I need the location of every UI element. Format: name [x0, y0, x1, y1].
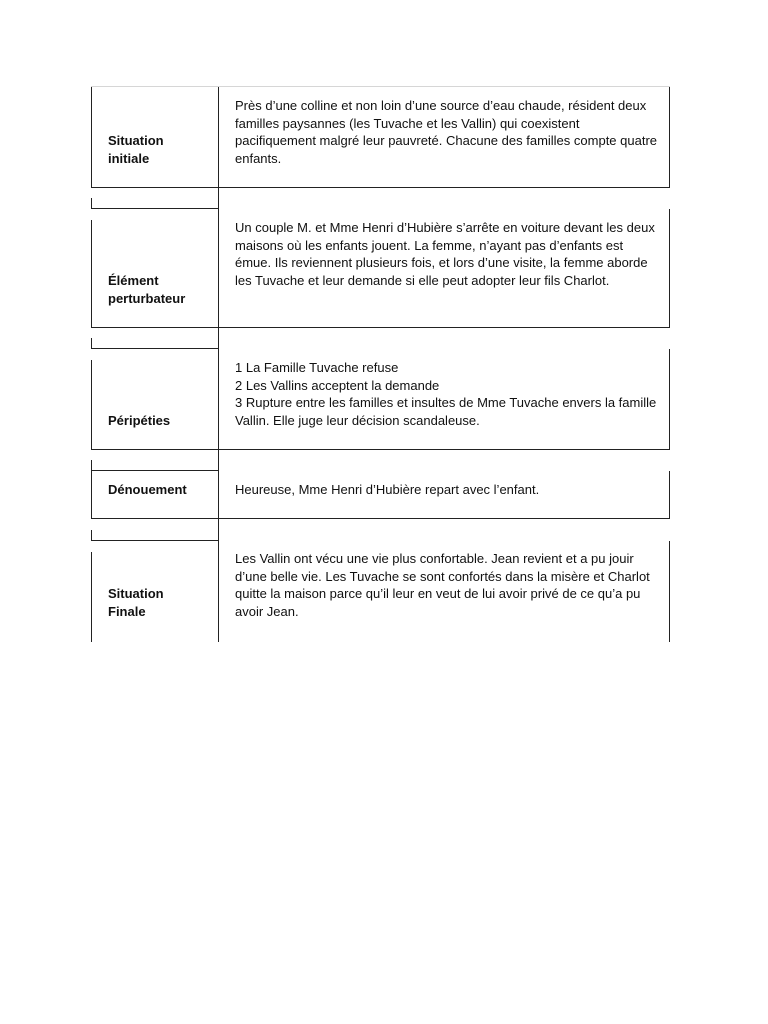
content-line: 3 Rupture entre les familles et insultes de Mme Tuvache envers la famille Vallin. Elle juge leur décision scandaleuse.: [235, 395, 657, 428]
row1-right-border: [669, 87, 670, 188]
row1-divider: [218, 87, 219, 188]
spacer4-right: [218, 519, 219, 541]
content-line: 1 La Famille Tuvache refuse: [235, 360, 399, 375]
row-content-peripeties: [235, 359, 657, 429]
label-line: Dénouement: [108, 482, 187, 497]
row4-right-border: [669, 471, 670, 519]
row-label-peripeties: [108, 412, 213, 430]
row-label-situation-initiale: [108, 132, 213, 167]
row3-left-border: [91, 360, 92, 450]
content-line: 2 Les Vallins acceptent la demande: [235, 377, 440, 393]
row5-left-border: [91, 552, 92, 642]
row3-divider: [218, 349, 219, 450]
row2-right-border: [669, 209, 670, 328]
spacer2-bottom: [91, 348, 219, 349]
spacer3-right: [218, 450, 219, 471]
label-line: Situation: [108, 133, 164, 148]
row4-divider: [218, 471, 219, 519]
row2-left-border: [91, 220, 92, 328]
spacer3-bottom: [91, 470, 219, 471]
row3-right-border: [669, 349, 670, 450]
label-line: Finale: [108, 603, 146, 619]
table-top-rule: [91, 86, 670, 87]
row4-left-border: [91, 471, 92, 519]
label-line: initiale: [108, 150, 150, 166]
row1-bottom-border: [91, 187, 670, 188]
row2-bottom-border: [91, 327, 670, 328]
spacer2-right: [218, 328, 219, 349]
spacer4-bottom: [91, 540, 219, 541]
row5-right-border: [669, 541, 670, 642]
row-label-element-perturbateur: [108, 272, 213, 307]
spacer1-bottom: [91, 208, 219, 209]
row-content-situation-initiale: [235, 97, 657, 167]
row2-divider: [218, 209, 219, 328]
row4-bottom-border: [91, 518, 670, 519]
label-line: Situation: [108, 586, 164, 601]
content-paragraph: Heureuse, Mme Henri d’Hubière repart avec l’enfant.: [235, 482, 540, 497]
spacer1-right: [218, 188, 219, 209]
row-content-denouement: [235, 481, 657, 499]
label-line: perturbateur: [108, 290, 186, 306]
row1-left-border: [91, 87, 92, 188]
content-paragraph: Un couple M. et Mme Henri d’Hubière s’arrête en voiture devant les deux maisons où les enfants jouent. La femme, n’ayant pas d’enfants est émue. Ils reviennent plusieurs fois, et lors d’une visite, la femme aborde les Tuvache et leur demande si elle peut adopter leur fils Charlot.: [235, 220, 655, 288]
content-paragraph: Près d’une colline et non loin d’une source d’eau chaude, résident deux familles paysannes (les Tuvache et les Vallin) qui coexistent pacifiquement malgré leur pauvreté. Chacune des familles compte quatre enfants.: [235, 98, 658, 166]
row3-bottom-border: [91, 449, 670, 450]
row-label-situation-finale: [108, 585, 213, 620]
row5-divider: [218, 541, 219, 642]
row-label-denouement: [108, 481, 213, 499]
content-paragraph: Les Vallin ont vécu une vie plus confortable. Jean revient et a pu jouir d’une belle vie. Les Tuvache se sont confortés dans la misère et Charlot quitte la maison parce qu’il leur en veut de lui avoir privé de ce qu’a pu avoir Jean.: [235, 551, 650, 619]
row-content-element-perturbateur: [235, 219, 657, 289]
row-content-situation-finale: [235, 550, 657, 620]
label-line: Péripéties: [108, 413, 171, 428]
label-line: Élément: [108, 273, 159, 288]
